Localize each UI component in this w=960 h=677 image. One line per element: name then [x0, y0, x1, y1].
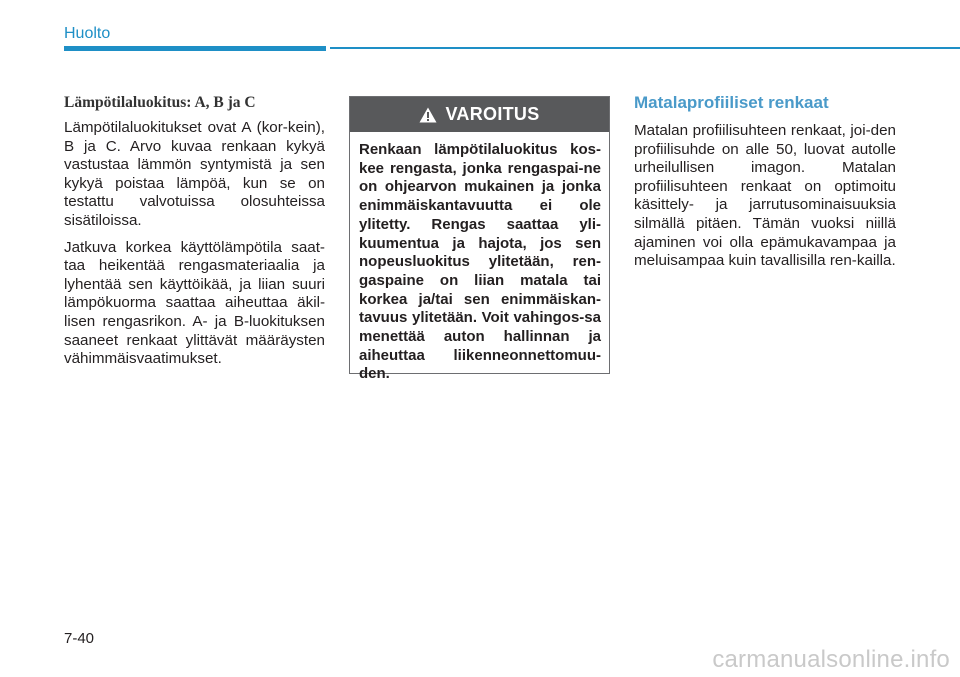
warning-triangle-icon	[419, 107, 437, 123]
page-number: 7-40	[64, 630, 95, 647]
header-rule-thick	[64, 46, 326, 51]
warning-box	[349, 96, 610, 383]
header-rule-thin	[330, 47, 960, 49]
paragraph: Matalan profiilisuhteen renkaat, joi-den profiilisuhde on alle 50, luovat autolle urheilullisen imagon. Matalan profiilisuhteen renkaat on optimoitu käsittely- ja jarrutusominaisuuksia silmällä pitäen. Tämän vuoksi niillä ajaminen voi olla epämukavampaa ja meluisampaa kuin tavallisilla ren-kailla.	[634, 122, 896, 270]
warning-text: Renkaan lämpötilaluokitus kos-kee rengasta, jonka rengaspai-ne on ohjearvon mukainen ja jonka enimmäiskantavuutta ei ole ylitetty. Rengas saattaa yli-kuumentua ja hajota, jos sen nopeusluokitus ylitetään, ren-gaspaine on liian matala tai korkea ja/tai sen enimmäiskan-tavuus ylitetään. Voit vahingos-sa menettää auton hallinnan ja aiheuttaa liikenneonnettomuu-den.	[359, 141, 601, 383]
paragraph: Jatkuva korkea käyttölämpötila saat-taa heikentää rengasmateriaalia ja lyhentää sen käyttöikää, ja liian suuri lämpökuorma saattaa aiheuttaa äkil-lisen rengasrikon. A- ja B-luokituksen saaneet renkaat ylittävät määräysten vähimmäisvaatimukset.	[64, 238, 325, 368]
temperature-rating-subheading: Lämpötilaluokitus: A, B ja C	[64, 94, 256, 111]
watermark: carmanualsonline.info	[712, 646, 950, 673]
section-label: Huolto	[64, 25, 111, 42]
left-column	[64, 93, 325, 377]
low-profile-heading: Matalaprofiiliset renkaat	[634, 93, 829, 112]
right-column	[634, 93, 896, 279]
warning-title: VAROITUS	[445, 104, 540, 124]
warning-header	[350, 97, 609, 132]
paragraph: Lämpötilaluokitukset ovat A (kor-kein), B ja C. Arvo kuvaa renkaan kykyä vastustaa lämmön syntymistä ja sen kykyä poistaa lämpöä, kun se on testattu valvotuissa olosuhteissa sisätiloissa.	[64, 119, 325, 229]
